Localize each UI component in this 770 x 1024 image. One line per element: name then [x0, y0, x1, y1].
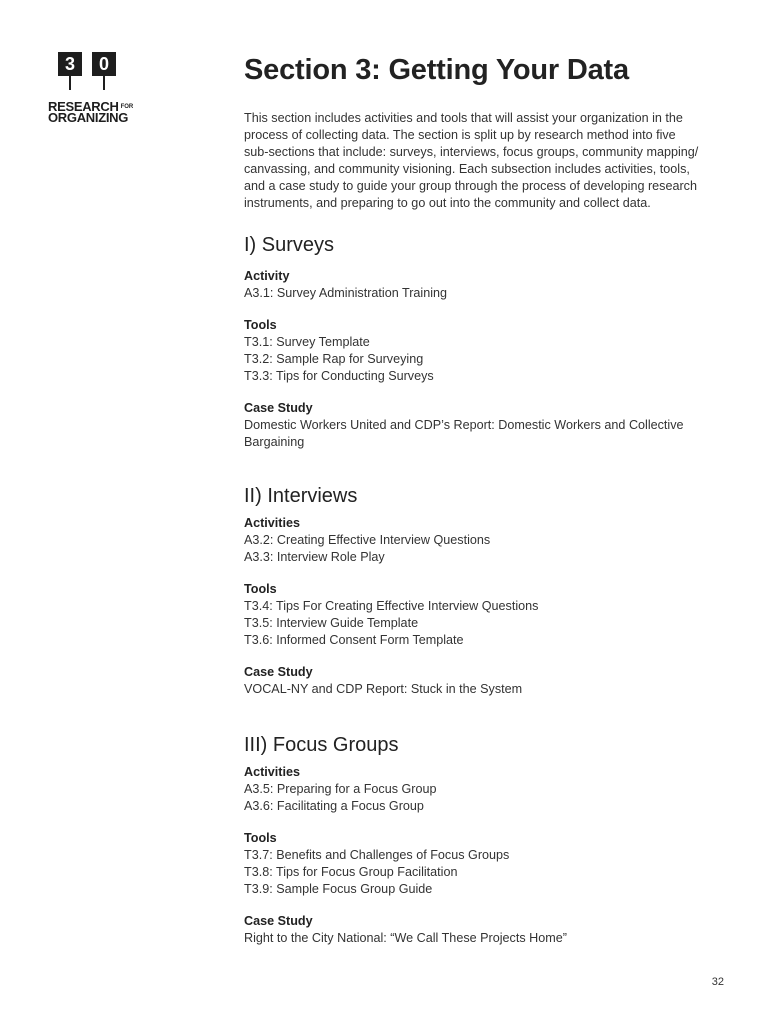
tools-group [244, 581, 734, 649]
logo-text-line2: ORGANIZING [48, 110, 129, 125]
group-title: Activities [244, 516, 300, 530]
case-study-group [244, 664, 734, 698]
case-study-group [244, 400, 734, 451]
group-title: Tools [244, 318, 277, 332]
logo-stick [103, 76, 105, 90]
section-heading: I) Surveys [244, 234, 335, 256]
list-item: A3.1: Survey Administration Training [244, 286, 447, 300]
list-item: T3.6: Informed Consent Form Template [244, 633, 464, 647]
section-heading: III) Focus Groups [244, 734, 399, 756]
list-item: A3.2: Creating Effective Interview Questions [244, 533, 491, 547]
main-content [244, 52, 734, 965]
intro-line: and a case study to guide your group through the process of developing research [244, 179, 697, 193]
intro-line: process of collecting data. The section is split up by research method into five [244, 128, 676, 142]
section-heading: II) Interviews [244, 485, 358, 507]
group-title: Case Study [244, 914, 313, 928]
list-item: T3.4: Tips For Creating Effective Interview Questions [244, 599, 539, 613]
intro-line: instruments, and preparing to go out into the community and collect data. [244, 196, 651, 210]
list-item: A3.6: Facilitating a Focus Group [244, 799, 424, 813]
group-title: Case Study [244, 665, 313, 679]
intro-line: This section includes activities and tools that will assist your organization in the [244, 111, 683, 125]
section-surveys [244, 232, 734, 451]
list-item: T3.7: Benefits and Challenges of Focus Groups [244, 848, 510, 862]
list-item: A3.5: Preparing for a Focus Group [244, 782, 437, 796]
group-title: Activities [244, 765, 300, 779]
list-item: Bargaining [244, 435, 305, 449]
activities-group [244, 764, 734, 815]
logo-sign-3: 3 [58, 52, 82, 76]
intro-paragraph [244, 110, 734, 212]
logo-stick [69, 76, 71, 90]
list-item: T3.2: Sample Rap for Surveying [244, 352, 424, 366]
list-item: T3.5: Interview Guide Template [244, 616, 419, 630]
list-item: Domestic Workers United and CDP’s Report: Domestic Workers and Collective [244, 418, 684, 432]
list-item: A3.3: Interview Role Play [244, 550, 385, 564]
section-focus-groups [244, 732, 734, 947]
group-title: Case Study [244, 401, 313, 415]
list-item: T3.1: Survey Template [244, 335, 370, 349]
activities-group [244, 515, 734, 566]
case-study-group [244, 913, 734, 947]
group-title: Tools [244, 582, 277, 596]
tools-group [244, 317, 734, 385]
section-interviews [244, 483, 734, 698]
logo-text-line1: RESEARCH FOR [48, 99, 134, 114]
logo [48, 52, 134, 125]
page-number: 32 [711, 976, 724, 988]
group-title: Tools [244, 831, 277, 845]
list-item: T3.9: Sample Focus Group Guide [244, 882, 433, 896]
list-item: Right to the City National: “We Call These Projects Home” [244, 931, 567, 945]
intro-line: canvassing, and community visioning. Each subsection includes activities, tools, [244, 162, 690, 176]
list-item: T3.3: Tips for Conducting Surveys [244, 369, 434, 383]
group-title: Activity [244, 269, 290, 283]
list-item: T3.8: Tips for Focus Group Facilitation [244, 865, 458, 879]
intro-line: sub-sections that include: surveys, interviews, focus groups, community mapping/ [244, 145, 699, 159]
logo-sign-0: 0 [92, 52, 116, 76]
activities-group [244, 268, 734, 302]
list-item: VOCAL-NY and CDP Report: Stuck in the System [244, 682, 523, 696]
tools-group [244, 830, 734, 898]
page-title: Section 3: Getting Your Data [244, 54, 629, 86]
